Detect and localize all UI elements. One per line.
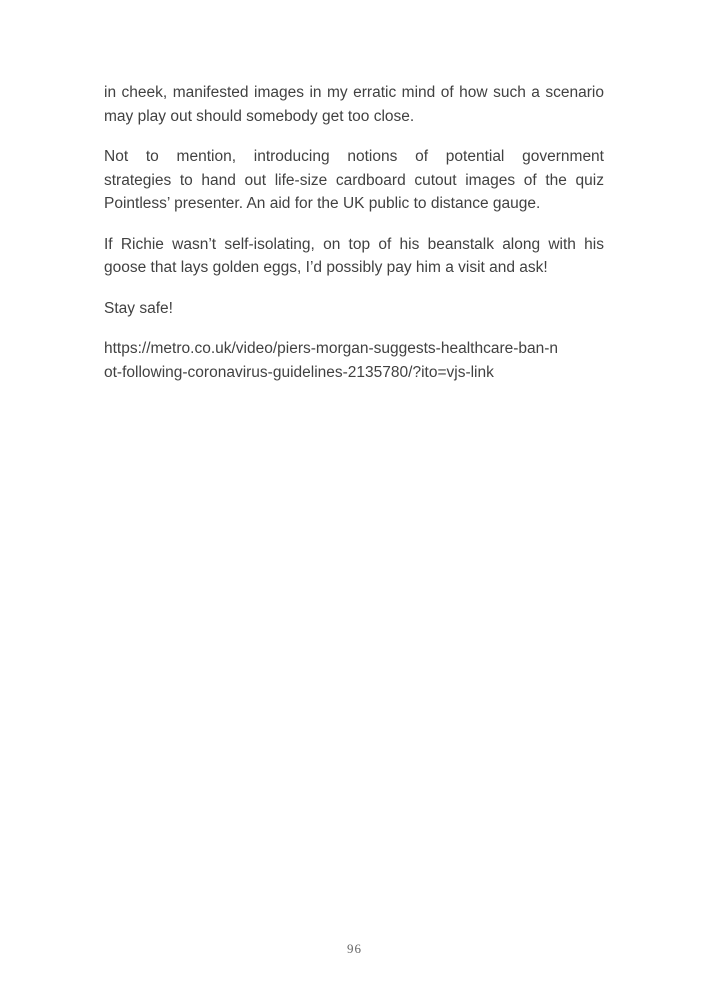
text-line: in cheek, manifested images in my erratic mind of how such a scenario [104,84,604,101]
text-line: Not to mention, introducing notions of potential government [104,148,604,165]
page-text-block [104,81,604,401]
url-line-2: ot-following-coronavirus-guidelines-2135780/?ito=vjs-link [104,363,494,381]
url-paragraph [104,337,604,384]
page-number: 96 [347,941,362,956]
paragraph [104,297,604,321]
text-line: strategies to hand out life-size cardboard cutout images of the quiz [104,171,604,189]
text-line: Stay safe! [104,299,173,317]
text-line: may play out should somebody get too close. [104,107,415,125]
text-line: Pointless’ presenter. An aid for the UK public to distance gauge. [104,195,541,212]
paragraph [104,233,604,280]
paragraph [104,145,604,216]
paragraph [104,81,604,128]
text-line: goose that lays golden eggs, I’d possibly pay him a visit and ask! [104,259,548,276]
url-line-1: https://metro.co.uk/video/piers-morgan-suggests-healthcare-ban-n [104,340,559,357]
text-line: If Richie wasn’t self-isolating, on top of his beanstalk along with his [104,235,604,253]
